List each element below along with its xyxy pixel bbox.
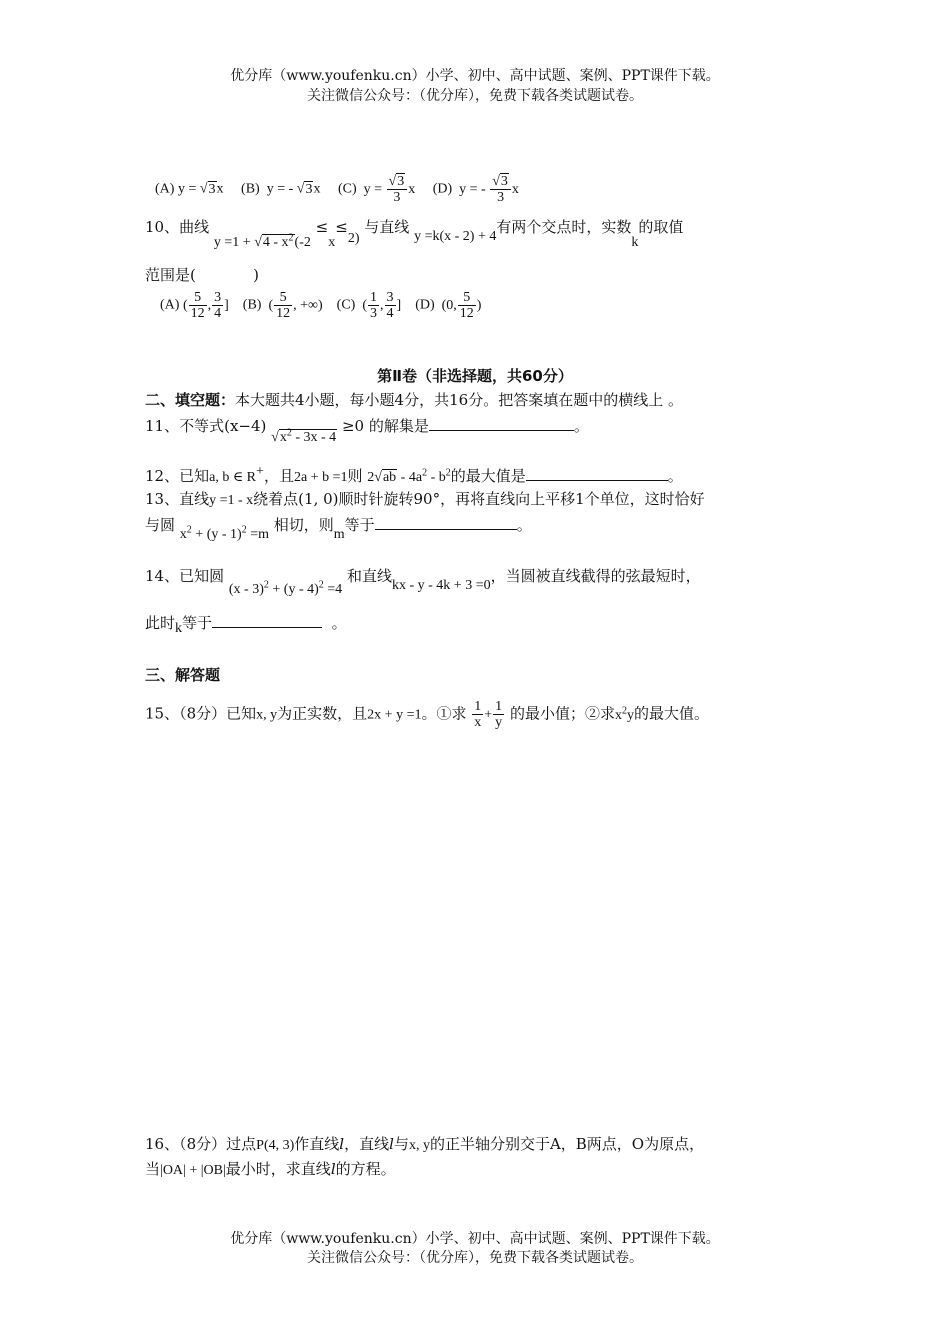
header-line-2: 关注微信公众号：（优分库），免费下载各类试题试卷。	[307, 88, 643, 104]
q16-line-2: 当|OA| + |OB|最小时，求直线l的方程。	[145, 1160, 396, 1178]
q16-line-1: 16、（8分）过点P(4, 3)作直线l，直线l与x, y的正半轴分别交于A，B两点，O为原点，	[145, 1135, 705, 1153]
q15: 15、（8分）已知x, y为正实数，且2x + y =1。①求 $\frac{1}{x}$ + $\frac{1}{y}$ 的最小值；②求$x^2y$的最大值。	[145, 699, 709, 730]
q14-line-eq: kx - y - 4k + 3 =0	[391, 578, 491, 593]
q12-expression: $2√ab - 4a^2 - b^2$	[367, 467, 451, 485]
q10-option-c: ( $\frac{1}{3}$ , $\frac{3}{4}$ ]	[362, 290, 402, 321]
header-line-1: 优分库（www.youfenku.cn）小学、初中、高中试题、案例、PPT课件下载。	[230, 68, 720, 84]
section-2-title: 第Ⅱ卷（非选择题，共60分）	[377, 367, 573, 385]
footer-line-1: 优分库（www.youfenku.cn）小学、初中、高中试题、案例、PPT课件下载。	[230, 1231, 720, 1247]
q10-options	[160, 290, 481, 321]
footer-line-2: 关注微信公众号：（优分库），免费下载各类试题试卷。	[307, 1250, 643, 1266]
q11: 11、不等式(x−4) $√x^2 - 3x - 4 \ge 0$ 的解集是 。	[145, 417, 589, 445]
q14-circle: (x - 3)$^2$ + (y - 4)$^2$ =4	[228, 579, 343, 597]
q14-answer-blank[interactable]	[212, 613, 322, 628]
q13-line-2: 与圆 $x^2 + (y - 1)^2 =m$ 相切，则m等于 。	[145, 516, 532, 542]
q13-answer-blank[interactable]	[375, 515, 517, 530]
q9-option-d-label: (D)	[432, 181, 453, 197]
q13-line-1: 13、直线y =1 - x绕着点(1, 0)顺时针旋转90°，再将直线向上平移1个单位，这时恰好	[145, 490, 705, 508]
q11-answer-blank[interactable]	[429, 416, 574, 431]
q15-expression: $x^2y$	[614, 704, 634, 723]
q12: 12、已知a, b ∈ R+，且2a + b =1则 $2√ab - 4a^2 - b^2$的最大值是 。	[145, 464, 683, 485]
q9-options	[155, 174, 519, 205]
q12-answer-blank[interactable]	[526, 466, 668, 481]
section-3-title: 三、解答题	[145, 666, 221, 684]
q14-line-1: 14、已知圆 (x - 3)$^2$ + (y - 4)$^2$ =4 和直线kx - y - 4k + 3 =0，当圆被直线截得的弦最短时，	[145, 567, 701, 597]
q9-option-a: y = √3x	[177, 181, 224, 197]
q13-circle: $x^2 + (y - 1)^2 =m$	[179, 524, 269, 542]
q10-line-2: 范围是( )	[145, 266, 259, 284]
q10-line-eq: y =k(x - 2) + 4	[414, 229, 497, 244]
q10-option-c-label: (C)	[336, 297, 356, 313]
q9-option-d: y = - $\frac{√3}{3}$ x	[459, 174, 519, 205]
q10-line-1: 10、曲线 $y =1 + √4 - x^2(-2 \le x\le 2)$ 与直线 y =k(x - 2) + 4有两个交点时，实数k的取值	[145, 218, 684, 250]
q9-option-b: y = - √3x	[266, 181, 321, 197]
q10-option-d-label: (D)	[415, 297, 435, 313]
q10-option-a: ( $\frac{5}{12}$ , $\frac{3}{4}$ ]	[182, 290, 229, 321]
q9-option-c-label: (C)	[337, 181, 357, 197]
q11-radical: $√x^2 - 3x - 4$	[271, 427, 337, 445]
q14-line-2: 此时k等于 。	[145, 614, 347, 636]
q9-option-c: y = $\frac{√3}{3}$ x	[363, 174, 416, 205]
q10-option-a-label: (A)	[160, 297, 180, 313]
q10-curve: $y =1 + √4 - x^2(-2$	[213, 232, 311, 250]
fill-section-heading: 二、填空题：本大题共4小题，每小题4分，共16分。把答案填在题中的横线上 。	[145, 391, 683, 409]
q10-option-b: ( $\frac{5}{12}$ , +∞)	[268, 290, 323, 321]
q10-option-d: (0, $\frac{5}{12}$ )	[441, 290, 482, 321]
q9-option-a-label: (A)	[155, 181, 175, 197]
q9-option-b-label: (B)	[241, 181, 260, 197]
q10-option-b-label: (B)	[242, 297, 262, 313]
